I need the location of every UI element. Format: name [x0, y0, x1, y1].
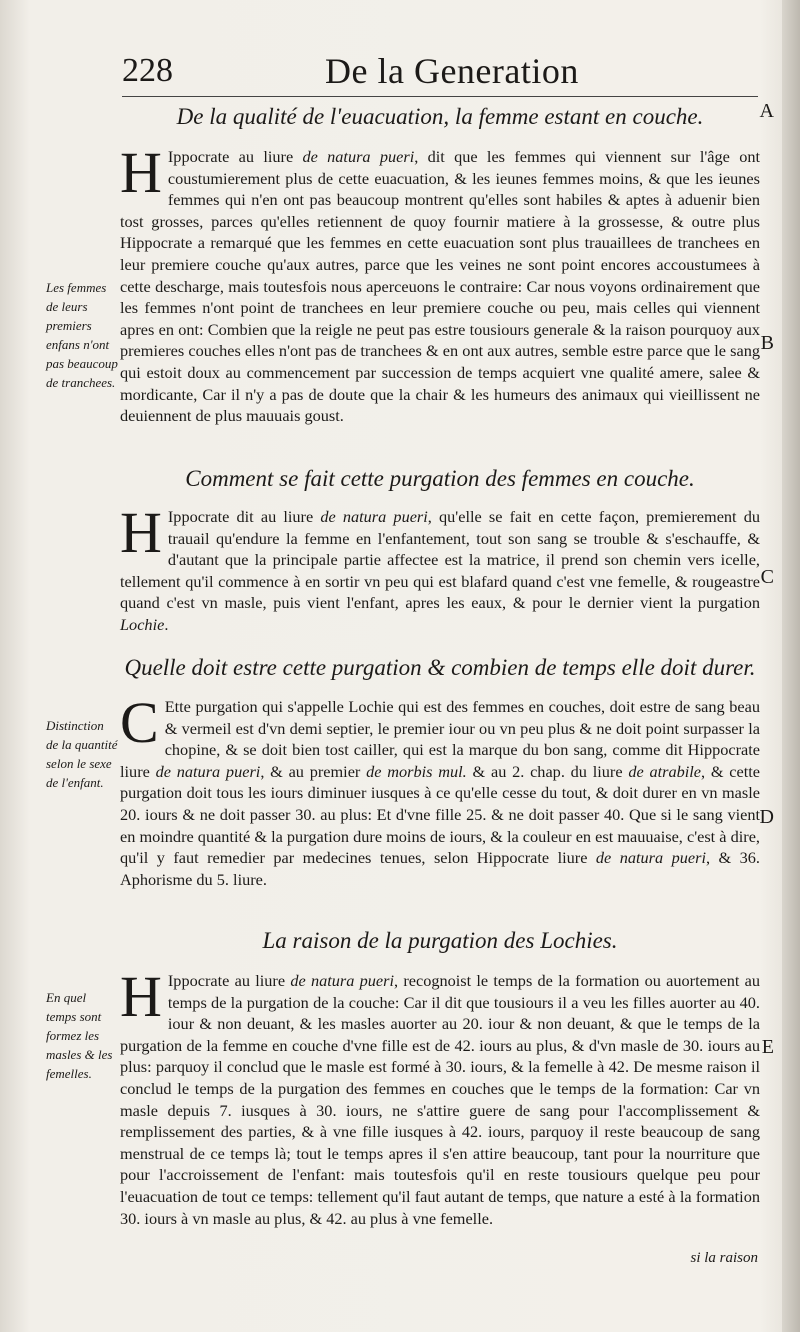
section-heading-2: Comment se fait cette purgation des femmes en couche.	[185, 466, 695, 491]
text-run: .	[164, 614, 169, 634]
header-rule	[122, 96, 758, 97]
section-heading-4: La raison de la purgation des Lochies.	[262, 928, 618, 953]
margin-letter-b: B	[760, 332, 774, 354]
text-run: Ippocrate dit au liure	[167, 507, 321, 526]
text-run: Ippocrate au liure	[167, 147, 303, 166]
section-heading-3: Quelle doit estre cette purgation & combien de temps elle doit durer.	[124, 655, 756, 680]
margin-note-quantite: Distinction de la quantité selon le sexe de l'enfant.	[46, 718, 118, 790]
text-run: , & au premier	[260, 761, 367, 781]
latin-title: de morbis mul.	[366, 761, 467, 781]
margin-note-tranchees: Les femmes de leurs premiers enfans n'ont pas beaucoup de tranchees.	[46, 280, 118, 390]
text-run: Ippocrate au liure	[167, 971, 291, 990]
drop-cap: H	[120, 964, 162, 1029]
running-title: De la Generation	[325, 51, 579, 91]
margin-letter-a: A	[759, 100, 774, 122]
text-run: , & 36. Aphorisme du 5. liure.	[120, 848, 760, 889]
section-text-4	[120, 964, 761, 1229]
margin-note-formation: En quel temps sont formez les masles & les femelles.	[46, 990, 113, 1081]
text-run: , qu'elle se fait en cette façon, premierement du trauail qu'endure la femme en l'enfantement, tout son sang se trouble & s'eschauffe, & d'autant que la principale partie affectee est la matrice, il prend son chemin vers icelle, tellement qu'il commence à en sortir vn peu qui est blafard quand c'est vne femelle, & rougeastre quand c'est vn masle, puis vient l'enfant, apres les eaux, & pour le dernier vient la purgation	[120, 507, 761, 613]
latin-title: de natura pueri	[290, 971, 394, 990]
text-run: , recognoist le temps de la formation ou auortement au temps de la purgation de la couche: Car il dit que tousiours il a veu les filles auorter au 40. iour & non deuant, & les masles auorter au 20. iour & non deuant, & que le temps de la purgation de la femme en couche d'vne fille est de 42. iours au plus, & d'vn masle de 30. iours au plus: parquoy il conclud que le masle est formé à 30. iours, & la femelle à 42. De mesme raison il conclud le temps de la purgation des femmes en couches que le temps de la formation: Car vn masle depuis 7. iusques à 30. iours, ne s'attire guere de sang pour l'accomplissement & remplissement des parties, & à vne fille iusques à 42. iours, parquoy il reste beaucoup de sang menstrual de ce temps là; tout le temps apres il s'en attire beaucoup, tant pour la nourriture que pour l'accroissement de l'enfant: mais toutesfois qu'il en reste tousiours quelque peu pour l'euacuation de tout ce temps: tellement qu'il faut autant de temps, que nature a esté à la formation 30. iours à vn masle au plus, & 42. au plus à vne femelle.	[120, 971, 761, 1228]
margin-letter-e: E	[761, 1036, 774, 1058]
latin-title: de natura pueri	[302, 147, 415, 166]
latin-title: Lochie	[120, 614, 165, 634]
drop-cap: H	[120, 500, 162, 565]
drop-cap: C	[120, 690, 159, 755]
text-run: Ette purgation qui s'appelle Lochie qui est des femmes en couches, doit estre de sang beau & vermeil est d'vn demi septier, le premier iour ou vn peu plus & ne doit point surpasser la chopine, & se doit bien tost cailler, qui est la marque du bon sang, comme dit Hippocrate liure	[120, 697, 760, 781]
text-run: , & cette purgation doit tous les iours diminuer iusques à ce qu'elle cesse du tout, & doit durer en vn masle 20. iours & ne doit passer 30. au plus: Et d'vne fille 25. & ne doit passer 40. Que si le sang vient en moindre quantité & la purgation dure moins de iours, & la couleur en est mauuaise, c'est à dire, qu'il y faut remedier par medecines tenues, selon Hippocrate liure	[120, 761, 761, 868]
section-text-2	[120, 500, 761, 636]
margin-letter-c: C	[760, 566, 774, 588]
section-text-3	[120, 690, 761, 890]
page-gutter	[782, 0, 800, 1332]
catchword: si la raison	[690, 1250, 758, 1266]
page-number: 228	[122, 52, 173, 89]
section-text-1	[120, 140, 760, 427]
latin-title: de atrabile	[628, 761, 702, 781]
section-heading-1: De la qualité de l'euacuation, la femme estant en couche.	[176, 104, 704, 129]
latin-title: de natura pueri	[595, 848, 706, 868]
text-run: , dit que les femmes qui viennent sur l'âge ont coustumierement plus de cette euacuation, & les ieunes femmes moins, & que les ieunes femmes qui n'en ont pas beaucoup montrent qu'elles sont habiles & aptes à aduenir bien tost grosses, parces qu'elles retiennent de quoy fournir matiere à la grossesse, & outre plus Hippocrate a remarqué que les femmes en cette euacuation sont plus trauaillees de tranchees en leur premiere couche qu'aux autres, parce que les veines ne sont point encores accoustumees à cette descharge, mais toutesfois nous aperceuons le contraire: Car nous voyons ordinairement que les femmes n'ont point de tranchees en leur premiere couche ou peu, mais celles qui viennent apres en ont: Combien que la reigle ne peut pas estre tousiours generale & la raison pourquoy aux premieres couches elles n'ont pas de tranchees & en ont aux autres, semble estre parce que le sang qui estoit doux au commencement par succession de temps acquiert vne qualité amere, salee & mordicante, Car il n'y a pas de doute que la chair & les humeurs des animaux qui vieillissent ne deuiennent de plus mauuais goust.	[120, 147, 760, 426]
latin-title: de natura pueri	[155, 761, 261, 781]
drop-cap: H	[120, 140, 162, 205]
latin-title: de natura pueri	[320, 507, 428, 526]
margin-letter-d: D	[759, 806, 774, 828]
text-run: & au 2. chap. du liure	[466, 761, 629, 781]
